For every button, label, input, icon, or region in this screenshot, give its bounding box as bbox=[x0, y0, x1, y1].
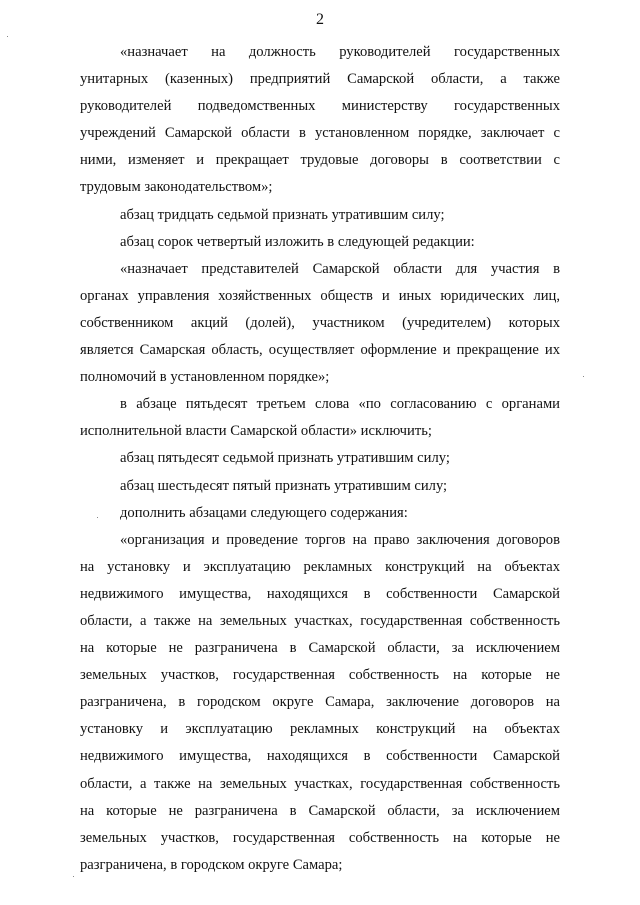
text-line: «организация и проведение торгов на право заключения договоров bbox=[120, 531, 560, 548]
text-line: на установку и эксплуатацию рекламных конструкций на объектах bbox=[80, 558, 560, 575]
text-line: является Самарская область, осуществляет оформление и прекращение их bbox=[80, 342, 560, 359]
text-line: абзац шестьдесят пятый признать утратившим силу; bbox=[120, 477, 448, 494]
document-body bbox=[80, 39, 560, 879]
text-line: исполнительной власти Самарской области» исключить; bbox=[80, 423, 432, 440]
text-line: в абзаце пятьдесят третьем слова «по согласованию с органами bbox=[120, 396, 560, 413]
paragraph bbox=[80, 445, 560, 472]
text-line: на которые не разграничена в Самарской области, за исключением bbox=[80, 640, 560, 657]
text-line: собственником акций (долей), участником (учредителем) которых bbox=[80, 314, 560, 331]
paragraph bbox=[80, 256, 560, 391]
text-line: земельных участков, государственная собственность на которые не bbox=[80, 829, 560, 846]
paragraph bbox=[80, 39, 560, 202]
paragraph bbox=[80, 229, 560, 256]
text-line: области, а также на земельных участках, государственная собственность bbox=[80, 775, 560, 792]
paragraph bbox=[80, 202, 560, 229]
scan-speck bbox=[73, 876, 74, 877]
text-line: недвижимого имущества, находящихся в собственности Самарской bbox=[80, 585, 560, 602]
text-line: дополнить абзацами следующего содержания: bbox=[120, 504, 408, 521]
text-line: недвижимого имущества, находящихся в собственности Самарской bbox=[80, 748, 560, 765]
text-line: учреждений Самарской области в установленном порядке, заключает с bbox=[80, 125, 560, 142]
paragraph bbox=[80, 473, 560, 500]
scan-speck bbox=[583, 376, 584, 377]
text-line: установку и эксплуатацию рекламных конструкций на объектах bbox=[80, 721, 560, 738]
text-line: полномочий в установленном порядке»; bbox=[80, 369, 330, 386]
text-line: «назначает представителей Самарской области для участия в bbox=[120, 260, 560, 277]
text-line: трудовым законодательством»; bbox=[80, 179, 273, 196]
text-line: разграничена, в городском округе Самара; bbox=[80, 856, 343, 873]
text-line: «назначает на должность руководителей государственных bbox=[120, 44, 560, 60]
text-line: на которые не разграничена в Самарской области, за исключением bbox=[80, 802, 560, 819]
paragraph bbox=[80, 500, 560, 527]
paragraph bbox=[80, 527, 560, 879]
scan-speck bbox=[7, 36, 8, 37]
text-line: унитарных (казенных) предприятий Самарской области, а также bbox=[80, 71, 560, 88]
paragraph bbox=[80, 391, 560, 445]
text-line: абзац тридцать седьмой признать утратившим силу; bbox=[120, 206, 445, 223]
text-line: ними, изменяет и прекращает трудовые договоры в соответствии с bbox=[80, 152, 560, 169]
text-line: органах управления хозяйственных обществ и иных юридических лиц, bbox=[80, 287, 560, 304]
scan-speck bbox=[97, 517, 98, 518]
text-line: разграничена, в городском округе Самара, заключение договоров на bbox=[80, 694, 560, 711]
text-line: абзац сорок четвертый изложить в следующей редакции: bbox=[120, 233, 475, 250]
text-line: абзац пятьдесят седьмой признать утратившим силу; bbox=[120, 450, 450, 467]
text-line: области, а также на земельных участках, государственная собственность bbox=[80, 612, 560, 629]
page-number: 2 bbox=[316, 11, 324, 28]
text-line: земельных участков, государственная собственность на которые не bbox=[80, 667, 560, 684]
text-line: руководителей подведомственных министерству государственных bbox=[80, 98, 560, 115]
